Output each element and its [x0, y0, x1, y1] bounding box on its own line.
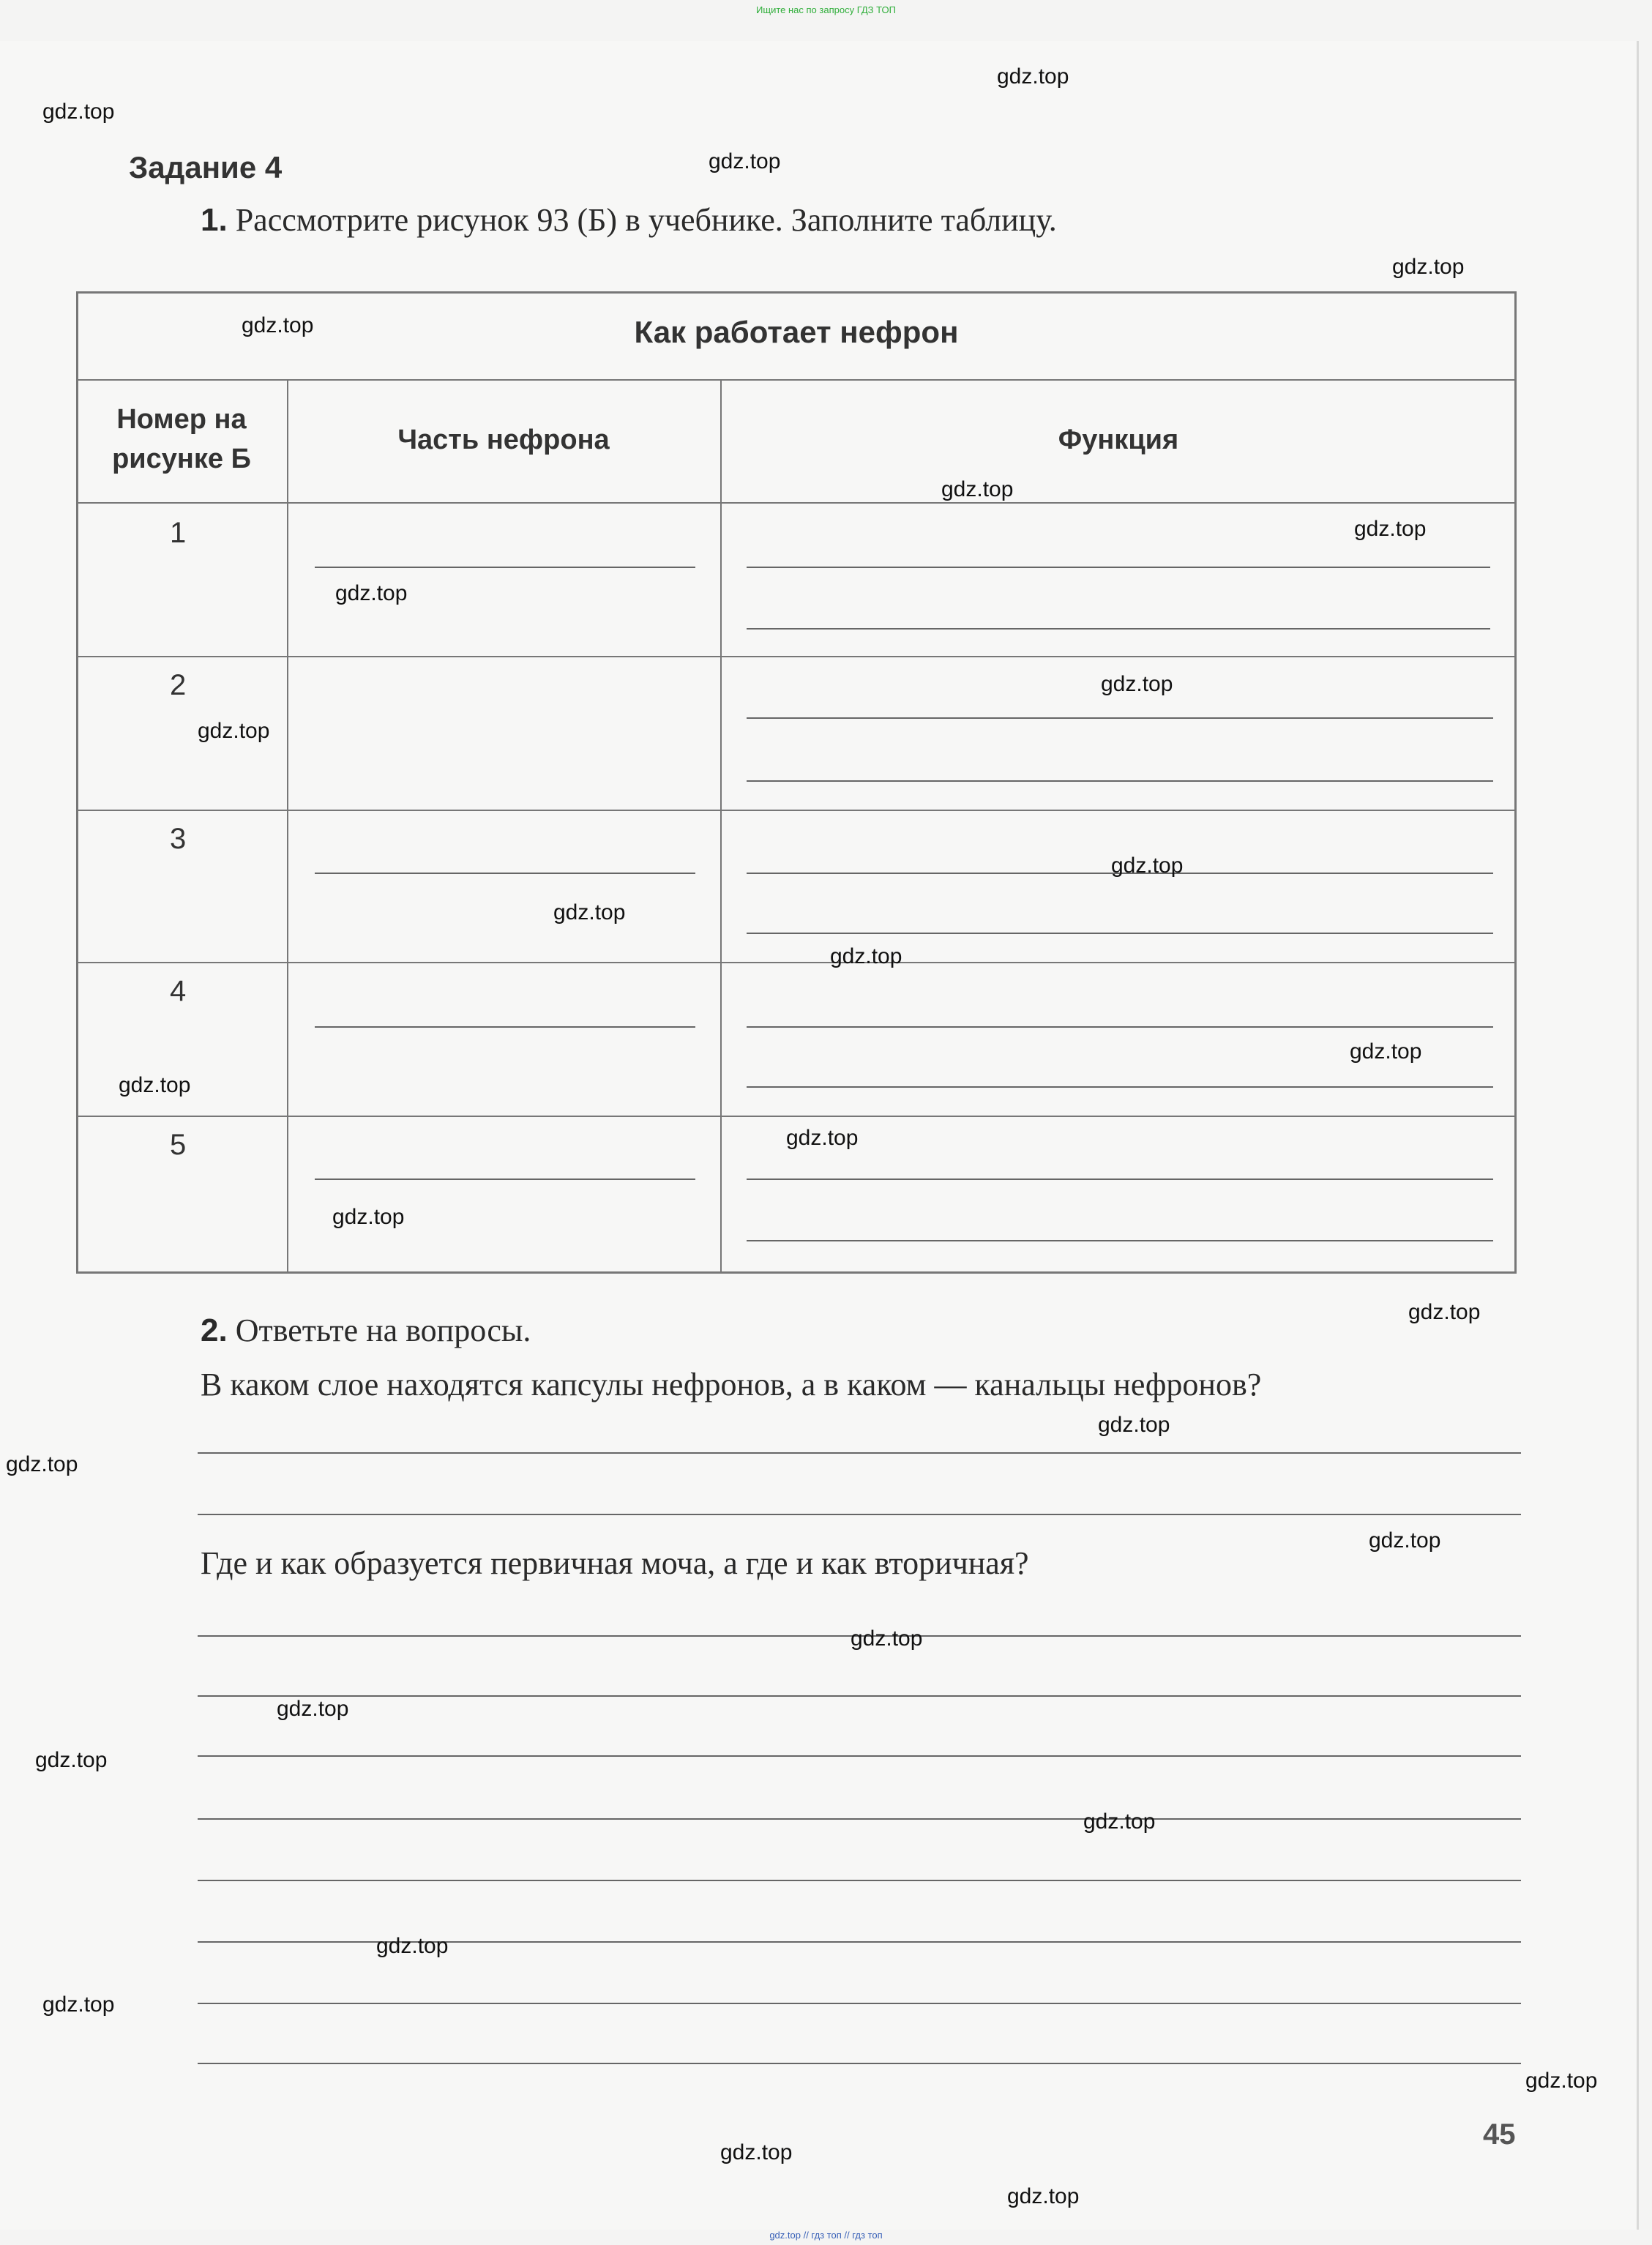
row-number: 4	[170, 975, 187, 1007]
task-1-text: Рассмотрите рисунок 93 (Б) в учебнике. Заполните таблицу.	[235, 202, 1057, 238]
watermark: gdz.top	[709, 149, 781, 173]
watermark: gdz.top	[720, 2140, 793, 2164]
function-answer-line[interactable]	[747, 628, 1490, 630]
part-answer-line[interactable]	[315, 1178, 695, 1180]
watermark: gdz.top	[851, 1626, 923, 1651]
watermark: gdz.top	[830, 944, 902, 968]
watermark: gdz.top	[277, 1697, 349, 1721]
answer-line[interactable]	[198, 1755, 1521, 1757]
watermark: gdz.top	[1111, 853, 1184, 878]
watermark: gdz.top	[1083, 1809, 1156, 1834]
function-answer-line[interactable]	[747, 1178, 1493, 1180]
task-heading: Задание 4	[129, 150, 283, 184]
answer-line[interactable]	[198, 2003, 1521, 2004]
answer-line[interactable]	[198, 1695, 1521, 1697]
table-rule	[76, 379, 1517, 381]
answer-line[interactable]	[198, 1818, 1521, 1820]
answer-line[interactable]	[198, 1452, 1521, 1454]
row-number: 5	[170, 1129, 187, 1161]
function-answer-line[interactable]	[747, 933, 1493, 934]
watermark: gdz.top	[42, 1992, 115, 2017]
top-note: Ищите нас по запросу ГДЗ ТОП	[756, 4, 896, 15]
bottom-note: gdz.top // гдз топ // гдз топ	[769, 2230, 883, 2241]
watermark: gdz.top	[1392, 255, 1465, 279]
function-answer-line[interactable]	[747, 780, 1493, 782]
row-number: 3	[170, 823, 187, 855]
function-answer-line[interactable]	[747, 1086, 1493, 1088]
part-answer-line[interactable]	[315, 873, 695, 874]
watermark: gdz.top	[335, 581, 408, 605]
table-title: Как работает нефрон	[634, 315, 959, 349]
function-answer-line[interactable]	[747, 1240, 1493, 1241]
table-rule	[287, 379, 288, 1274]
watermark: gdz.top	[1101, 672, 1173, 696]
row-number: 1	[170, 517, 187, 549]
watermark: gdz.top	[35, 1748, 108, 1772]
task-1	[201, 201, 1057, 239]
question-1: В каком слое находятся капсулы нефронов, а в каком — канальцы нефронов?	[201, 1367, 1262, 1402]
part-answer-line[interactable]	[315, 1026, 695, 1028]
watermark: gdz.top	[332, 1205, 405, 1229]
row-number: 2	[170, 669, 187, 701]
watermark: gdz.top	[1408, 1300, 1481, 1324]
watermark: gdz.top	[42, 100, 115, 124]
answer-line[interactable]	[198, 1514, 1521, 1515]
task-1-number: 1.	[201, 202, 228, 238]
task-2	[201, 1312, 531, 1349]
col-header-part: Часть нефрона	[397, 425, 610, 455]
watermark: gdz.top	[1369, 1528, 1441, 1553]
function-answer-line[interactable]	[747, 567, 1490, 568]
table-rule	[76, 962, 1517, 963]
answer-line[interactable]	[198, 2063, 1521, 2064]
watermark: gdz.top	[553, 900, 626, 924]
table-rule	[76, 810, 1517, 811]
watermark: gdz.top	[1354, 517, 1427, 541]
watermark: gdz.top	[1525, 2069, 1598, 2093]
watermark: gdz.top	[119, 1073, 191, 1097]
watermark: gdz.top	[198, 719, 270, 743]
table-rule	[720, 379, 722, 1274]
col-header-function: Функция	[1058, 425, 1179, 455]
question-2: Где и как образуется первичная моча, а где и как вторичная?	[201, 1545, 1029, 1581]
page-number: 45	[1483, 2118, 1516, 2151]
col-header-number-line1: Номер на	[116, 404, 247, 435]
watermark: gdz.top	[6, 1452, 78, 1476]
watermark: gdz.top	[242, 313, 314, 337]
task-2-number: 2.	[201, 1312, 228, 1348]
table-rule	[76, 502, 1517, 504]
part-answer-line[interactable]	[315, 567, 695, 568]
watermark: gdz.top	[1098, 1413, 1170, 1437]
watermark: gdz.top	[941, 477, 1014, 501]
watermark: gdz.top	[1350, 1039, 1422, 1064]
col-header-number-line2: рисунке Б	[112, 444, 251, 474]
table-rule	[76, 656, 1517, 657]
watermark: gdz.top	[1007, 2184, 1080, 2208]
function-answer-line[interactable]	[747, 717, 1493, 719]
watermark: gdz.top	[376, 1934, 449, 1958]
task-2-text: Ответьте на вопросы.	[235, 1312, 531, 1348]
table-rule	[76, 1116, 1517, 1117]
watermark: gdz.top	[997, 64, 1069, 89]
function-answer-line[interactable]	[747, 1026, 1493, 1028]
answer-line[interactable]	[198, 1880, 1521, 1881]
watermark: gdz.top	[786, 1126, 859, 1150]
